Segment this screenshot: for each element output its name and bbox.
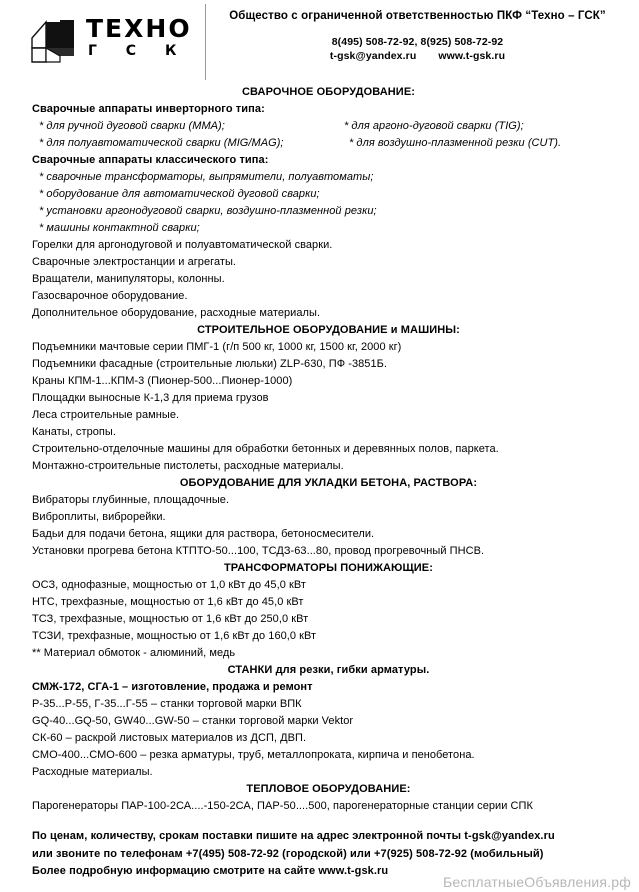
list-item: ТСЗ, трехфазные, мощностью от 1,6 кВт до 250,0 кВт: [32, 613, 309, 625]
header-contact-block: [196, 0, 639, 63]
list-item: СМО-400...СМО-600 – резка арматуры, труб, металлопроката, кирпича и пенобетона.: [32, 749, 475, 761]
list-item: Бадьи для подачи бетона, ящики для раствора, бетоносмесители.: [32, 528, 375, 540]
company-logo: [0, 0, 196, 78]
company-name: Общество с ограниченной ответственностью ПКФ “Техно – ГСК”: [229, 10, 606, 22]
list-item: * для полуавтоматической сварки (MIG/MAG);: [39, 137, 284, 149]
list-item: Установки прогрева бетона КТПТО-50...100, ТСДЗ-63...80, провод прогревочный ПНСВ.: [32, 545, 485, 557]
list-item: ** Материал обмоток - алюминий, медь: [32, 647, 236, 659]
inverter-col-right: [337, 118, 625, 152]
inverter-col-left: [32, 118, 337, 152]
company-email-web: [196, 49, 639, 63]
list-item: Монтажно-строительные пистолеты, расходные материалы.: [32, 460, 344, 472]
subsection-inverter-title: Сварочные аппараты инверторного типа:: [32, 103, 265, 115]
list-item: * для аргоно-дуговой сварки (TIG);: [344, 120, 524, 132]
house-logo-icon: [30, 18, 82, 64]
section-title-construction: СТРОИТЕЛЬНОЕ ОБОРУДОВАНИЕ и МАШИНЫ:: [197, 324, 460, 336]
logo-wordmark-bottom: Г С К: [88, 43, 189, 59]
list-item: Подъемники фасадные (строительные люльки) ZLP-630, ПФ -3851Б.: [32, 358, 387, 370]
section-title-welding: СВАРОЧНОЕ ОБОРУДОВАНИЕ:: [241, 86, 416, 98]
section-title-thermal: ТЕПЛОВОЕ ОБОРУДОВАНИЕ:: [246, 783, 411, 795]
list-item: Горелки для аргонодуговой и полуавтоматической сварки.: [32, 239, 333, 251]
header-divider: [205, 4, 206, 80]
list-item: ТСЗИ, трехфазные, мощностью от 1,6 кВт до 160,0 кВт: [32, 630, 317, 642]
list-item: Расходные материалы.: [32, 766, 153, 778]
list-item: * для ручной дуговой сварки (MMA);: [39, 120, 225, 132]
list-item: Краны КПМ-1...КПМ-3 (Пионер-500...Пионер-1000): [32, 375, 293, 387]
footer-website-line: Более подробную информацию смотрите на сайте www.t-gsk.ru: [32, 865, 389, 877]
list-item: * оборудование для автоматической дуговой сварки;: [39, 188, 320, 200]
section-title-concrete: ОБОРУДОВАНИЕ ДЛЯ УКЛАДКИ БЕТОНА, РАСТВОРА:: [179, 477, 478, 489]
list-item: Площадки выносные К-1,3 для приема грузов: [32, 392, 269, 404]
list-item: СМЖ-172, СГА-1 – изготовление, продажа и ремонт: [32, 681, 313, 693]
list-item: * для воздушно-плазменной резки (CUT).: [349, 137, 562, 149]
footer-email-line: По ценам, количеству, срокам поставки пишите на адрес электронной почты t-gsk@yandex.ru: [32, 830, 555, 842]
section-title-transformers: ТРАНСФОРМАТОРЫ ПОНИЖАЮЩИЕ:: [223, 562, 434, 574]
list-item: Дополнительное оборудование, расходные материалы.: [32, 307, 321, 319]
list-item: Парогенераторы ПАР-100-2СА....-150-2СА, ПАР-50....500, парогенераторные станции серии СПК: [32, 800, 533, 812]
list-item: Строительно-отделочные машины для обработки бетонных и деревянных полов, паркета.: [32, 443, 499, 455]
logo-wordmark-top: ТЕХНО: [86, 14, 192, 43]
document-footer: [32, 828, 631, 881]
list-item: Р-35...Р-55, Г-35...Г-55 – станки торговой марки ВПК: [32, 698, 302, 710]
list-item: СК-60 – раскрой листовых материалов из ДСП, ДВП.: [32, 732, 307, 744]
section-title-machines: СТАНКИ для резки, гибки арматуры.: [227, 664, 430, 676]
list-item: НТС, трехфазные, мощностью от 1,6 кВт до 45,0 кВт: [32, 596, 304, 608]
watermark: БесплатныеОбъявления.рф: [443, 874, 631, 890]
list-item: Подъемники мачтовые серии ПМГ-1 (г/п 500 кг, 1000 кг, 1500 кг, 2000 кг): [32, 341, 402, 353]
document-content: [0, 84, 639, 815]
list-item: Вибраторы глубинные, площадочные.: [32, 494, 230, 506]
company-website[interactable]: www.t-gsk.ru: [438, 50, 506, 62]
list-item: Газосварочное оборудование.: [32, 290, 188, 302]
footer-phone-line: или звоните по телефонам +7(495) 508-72-92 (городской) или +7(925) 508-72-92 (мобильный): [32, 847, 544, 860]
company-email[interactable]: t-gsk@yandex.ru: [329, 50, 417, 62]
list-item: Канаты, стропы.: [32, 426, 116, 438]
document-header: [0, 0, 639, 84]
list-item: GQ-40...GQ-50, GW40...GW-50 – станки торговой марки Vektor: [32, 715, 354, 727]
list-item: * установки аргонодуговой сварки, воздушно-плазменной резки;: [39, 205, 377, 217]
list-item: * сварочные трансформаторы, выпрямители, полуавтоматы;: [39, 171, 374, 183]
list-item: ОСЗ, однофазные, мощностью от 1,0 кВт до 45,0 кВт: [32, 579, 306, 591]
list-item: Сварочные электростанции и агрегаты.: [32, 256, 237, 268]
list-item: Леса строительные рамные.: [32, 409, 180, 421]
subsection-classic-title: Сварочные аппараты классического типа:: [32, 154, 269, 166]
company-phones: 8(495) 508-72-92, 8(925) 508-72-92: [331, 36, 504, 48]
inverter-rows: [32, 118, 625, 152]
list-item: * машины контактной сварки;: [39, 222, 200, 234]
list-item: Вращатели, манипуляторы, колонны.: [32, 273, 225, 285]
list-item: Виброплиты, виброрейки.: [32, 511, 166, 523]
